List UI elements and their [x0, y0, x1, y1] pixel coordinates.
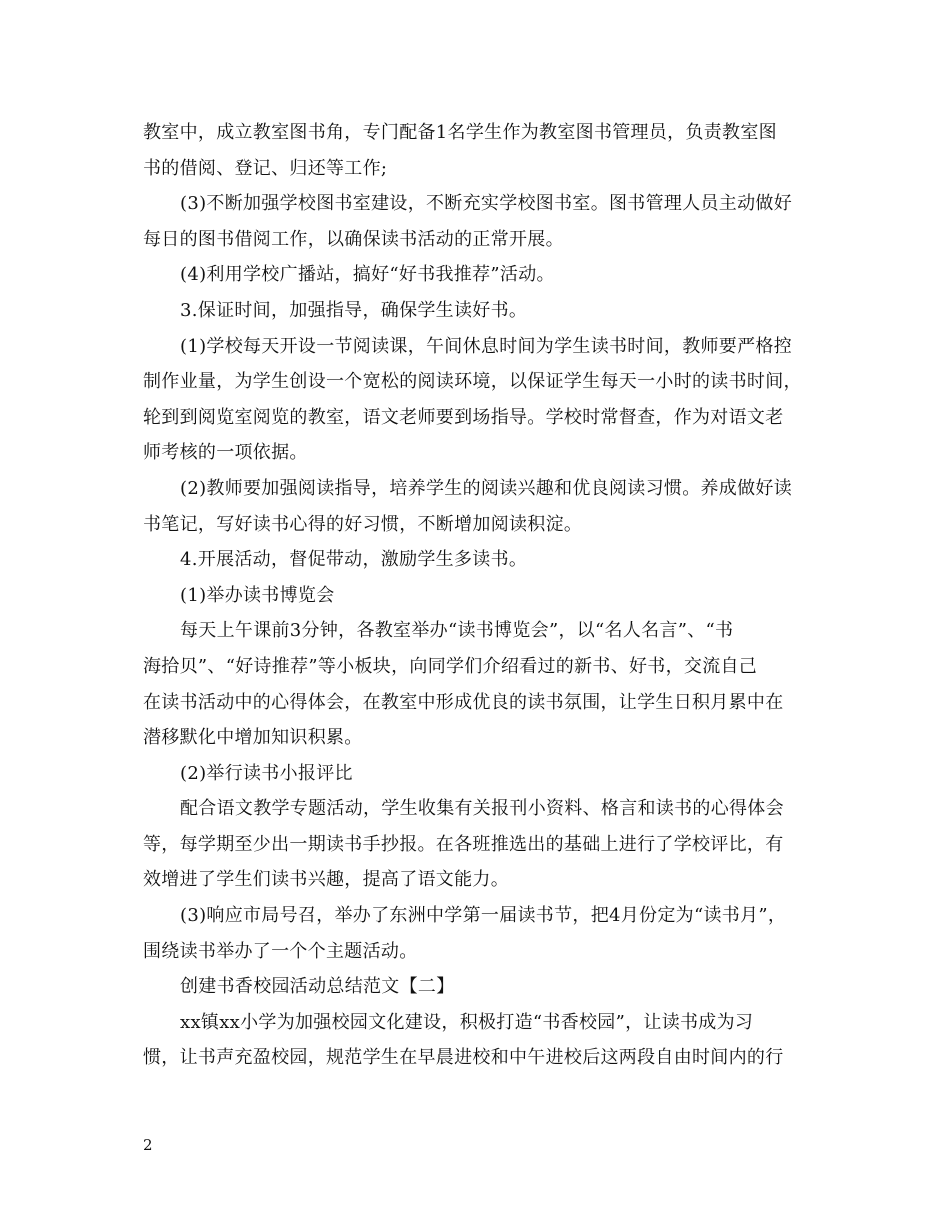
text-line: (4)利用学校广播站，搞好“好书我推荐”活动。	[180, 264, 555, 286]
text-line: 海拾贝”、“好诗推荐”等小板块，向同学们介绍看过的新书、好书，交流自己	[143, 655, 758, 677]
text-line: 每天上午课前3分钟，各教室举办“读书博览会”，以“名人名言”、“书	[180, 620, 734, 642]
text-line: 每日的图书借阅工作，以确保读书活动的正常开展。	[143, 228, 564, 250]
text-line: 在读书活动中的心得体会，在教室中形成优良的读书氛围，让学生日积月累中在	[143, 691, 784, 713]
text-line: 轮到到阅览室阅览的教室，语文老师要到场指导。学校时常督查，作为对语文老	[143, 406, 784, 428]
text-line: 3.保证时间，加强指导，确保学生读好书。	[180, 299, 528, 321]
text-line: (3)响应市局号召，举办了东洲中学第一届读书节，把4月份定为“读书月”，	[180, 905, 787, 927]
text-line: 教室中，成立教室图书角，专门配备1名学生作为教室图书管理员，负责教室图	[143, 122, 777, 143]
text-line: 师考核的一项依据。	[143, 442, 308, 464]
text-line: 4.开展活动，督促带动，激励学生多读书。	[180, 549, 528, 571]
text-line: 配合语文教学专题活动，学生收集有关报刊小资料、格言和读书的心得体会	[180, 798, 784, 820]
text-line: 书笔记，写好读书心得的好习惯，不断增加阅读积淀。	[143, 513, 583, 535]
page-number: 2	[143, 1136, 153, 1154]
text-line: 制作业量，为学生创设一个宽松的阅读环境，以保证学生每天一小时的读书时间，	[143, 371, 802, 393]
text-line: 创建书香校园活动总结范文【二】	[180, 976, 455, 998]
text-line: (3)不断加强学校图书室建设，不断充实学校图书室。图书管理人员主动做好	[180, 193, 792, 215]
text-line: (1)举办读书博览会	[180, 584, 335, 606]
text-line: xx镇xx小学为加强校园文化建设，积极打造“书香校园”，让读书成为习	[180, 1011, 754, 1033]
text-line: 潜移默化中增加知识积累。	[143, 727, 363, 749]
text-line: 书的借阅、登记、归还等工作;	[143, 157, 388, 179]
text-line: 等，每学期至少出一期读书手抄报。在各班推选出的基础上进行了学校评比，有	[143, 833, 784, 855]
text-line: 效增进了学生们读书兴趣，提高了语文能力。	[143, 869, 509, 891]
text-line: (1)学校每天开设一节阅读课，午间休息时间为学生读书时间，教师要严格控	[180, 335, 792, 357]
text-line: (2)教师要加强阅读指导，培养学生的阅读兴趣和优良阅读习惯。养成做好读	[180, 477, 792, 499]
body-text	[143, 115, 813, 1076]
text-line: 围绕读书举办了一个个主题活动。	[143, 940, 418, 962]
text-line: (2)举行读书小报评比	[180, 762, 353, 784]
text-line: 惯，让书声充盈校园，规范学生在早晨进校和中午进校后这两段自由时间内的行	[143, 1047, 784, 1069]
